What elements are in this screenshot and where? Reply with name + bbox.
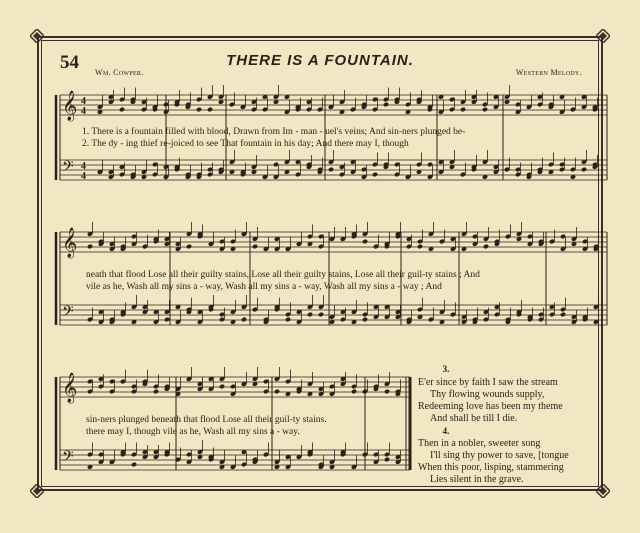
system3-treble-note: [384, 389, 390, 395]
system2-treble-note: [483, 244, 489, 250]
system2-bass-note: [285, 317, 291, 323]
system3-treble-note: [219, 384, 225, 390]
system2-bass-note: [241, 317, 247, 323]
system3-treble-note: [274, 389, 280, 395]
system1-treble-note: [460, 107, 466, 113]
system1-treble-note: [482, 107, 488, 113]
page-number: 54: [60, 52, 79, 73]
system3-bass-note: [384, 457, 390, 463]
system2-bass-note: [318, 312, 324, 318]
lyric-system1-verse2: 2. The dy - ing thief re-joiced to see That fountain in his day; And there may I, though: [82, 139, 409, 149]
system1-treble-note: [383, 102, 389, 108]
system1-bass-note: [328, 167, 334, 173]
verse-number-3: 3.: [442, 364, 450, 374]
system2-treble-note: [417, 244, 423, 250]
lyric-system3-verse2: there may I, though vile as he, Wash all my sins a - way.: [86, 427, 300, 437]
verse4-line4: Lies silent in the grave.: [430, 474, 524, 485]
lyric-system2-verse1: neath that flood Lose all their guilty stains, Lose all their guilty stains, Lose all their guil-ty stains ; And: [86, 270, 480, 280]
treble-clef: 𝄞: [62, 91, 78, 121]
system1-treble-note: [207, 107, 213, 113]
system3-treble-note: [153, 389, 159, 395]
bass-clef: 𝄢: [62, 158, 74, 179]
hymn-title: THERE IS A FOUNTAIN.: [226, 52, 414, 69]
verse4-line1: Then in a nobler, sweeter song: [418, 438, 541, 449]
verse3-line4: And shall be till I die.: [430, 413, 518, 424]
system2-bass-note: [164, 317, 170, 323]
bass-clef: 𝄢: [62, 448, 74, 469]
system2-treble-note: [186, 244, 192, 250]
system3-treble-note: [351, 389, 357, 395]
system2-treble-note: [252, 244, 258, 250]
system2-bass-note: [307, 312, 313, 318]
time-signature-bass-num: 4: [81, 161, 86, 172]
system2-treble-note: [362, 239, 368, 245]
verse3-line2: Thy flowing wounds supply,: [430, 389, 545, 400]
system2-bass-note: [560, 312, 566, 318]
lyric-system3-verse1: sin-ners plunged beneath that flood Lose all their guil-ty stains.: [86, 415, 327, 425]
system1-treble-note: [119, 107, 125, 113]
system1-bass-note: [372, 172, 378, 178]
lyric-system2-verse2: vile as he, Wash all my sins a - way, Wash all my sins a - way, Wash all my sins a - way ; And: [86, 282, 442, 292]
tune-name: Western Melody.: [515, 68, 582, 77]
treble-clef: 𝄞: [62, 373, 78, 403]
system3-bass-note: [131, 462, 137, 468]
system2-bass-note: [362, 317, 368, 323]
system2-treble-note: [87, 244, 93, 250]
verse-number-4: 4.: [442, 426, 450, 436]
treble-clef: 𝄞: [62, 228, 78, 258]
system1-treble-note: [196, 107, 202, 113]
lyric-system1-verse1: 1. There is a fountain filled with blood, Drawn from Im - man - uel's veins; And sin-ners plunged be-: [82, 127, 466, 137]
bass-clef: 𝄢: [62, 303, 74, 324]
verse4-line3: When this poor, lisping, stammering: [418, 462, 564, 473]
time-signature-bass-den: 4: [81, 171, 86, 182]
system1-bass-note: [581, 167, 587, 173]
verse3-line3: Redeeming love has been my theme: [418, 401, 563, 412]
author-credit: Wm. Cowper.: [95, 68, 144, 77]
verse4-line2: I'll sing thy power to save, [tongue: [430, 450, 569, 461]
verse3-line1: E'er since by faith I saw the stream: [418, 377, 558, 388]
time-signature-treble-den: 4: [81, 106, 86, 117]
time-signature-treble-num: 4: [81, 96, 86, 107]
